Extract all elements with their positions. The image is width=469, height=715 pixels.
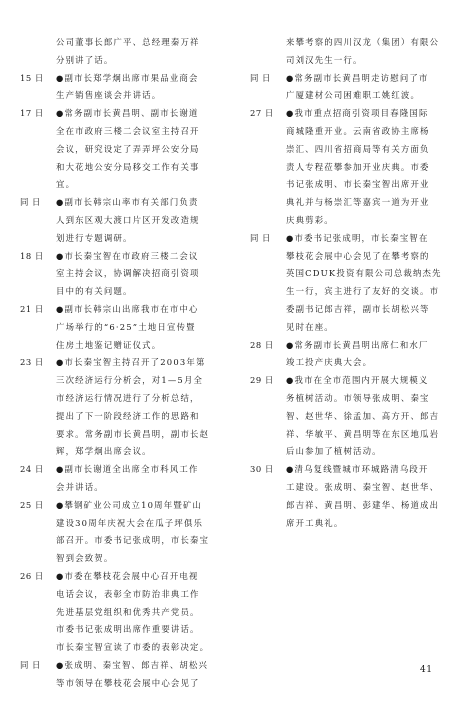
entry-text: ●副市长韩宗山出席我市在市中心 广场举行的“6·25”土地日宣传暨 住房土地鉴记赠证仪式。	[56, 303, 199, 350]
entry-text: ●副市长郑学炯出席市果品业商会 生产销售座谈会并讲话。	[56, 72, 199, 101]
entry-date: 27 日	[250, 108, 274, 119]
entry-date: 30 日	[250, 464, 274, 475]
chronicle-entry	[250, 372, 450, 461]
entry-date: 21 日	[20, 303, 44, 314]
entry-text: ●我市在全市范围内开展大规模义 务植树活动。市领导张成明、秦宝 智、赵世华、徐孟加、高方开、郎吉 祥、华敏平、黄昌明等在东区地瓜岩 后山参加了植树活动。	[286, 375, 440, 457]
entry-date: 18 日	[20, 250, 44, 261]
chronicle-entry	[250, 461, 450, 532]
chronicle-entry	[20, 70, 238, 106]
chronicle-entry	[250, 34, 450, 70]
page-number: 41	[420, 665, 433, 675]
entry-text: ●副市长谢道全出席全市科风工作 会并讲话。	[56, 464, 199, 492]
right-column	[250, 34, 450, 532]
entry-text: ●市委在攀枝花会展中心召开电视 电话会议，表彰全市防治非典工作 先进基层党组织和优秀共产党员。 市委书记张成明出席作重要讲话。 市长秦宝智宣读了市委的表彰决定。	[56, 570, 210, 653]
entry-date: 15 日	[20, 72, 44, 83]
entry-text: ●市委书记张成明，市长秦宝智在 攀枝花会展中心会见了在攀考察的 英国CDUK投资有限公司总裁纳杰先 生一行，宾主进行了友好的交谈。市 委副书记郎吉祥，副市长胡松兴等 见时在座。	[286, 232, 442, 332]
entry-date: 同 日	[20, 197, 41, 208]
entry-text: 来攀考察的四川汉龙（集团）有限公 司刘汉先生一行。	[286, 37, 440, 65]
chronicle-entry	[20, 301, 238, 354]
entry-date: 17 日	[20, 108, 44, 119]
left-column	[20, 34, 238, 692]
entry-date: 同 日	[250, 232, 271, 243]
chronicle-entry	[20, 194, 238, 247]
entry-text: ●我市重点招商引资项目春隆国际 商城隆重开业。云南省政协主席杨 崇汇、四川省招商局等有关方面负 责人专程莅攀参加开业庆典。市委 书记张成明、市长秦宝智出席开业 典礼并与杨崇汇等嘉宾一道为开业 庆典剪彩。	[286, 108, 430, 225]
entry-text: ●清乌复线暨城市环城路清乌段开 工建设。张成明、秦宝智、赵世华、 郎吉祥、黄昌明、彭建华、杨道成出 席开工典礼。	[286, 464, 440, 528]
entry-text: ●副市长韩宗山率市有关部门负责 人到东区观大渡口片区开发改造规 划进行专题调研。	[56, 197, 200, 243]
entry-date: 25 日	[20, 499, 44, 510]
entry-date: 28 日	[250, 339, 274, 350]
entry-date	[20, 34, 56, 70]
entry-date	[250, 34, 286, 70]
chronicle-entry	[250, 70, 450, 106]
chronicle-entry	[250, 337, 450, 373]
entry-date: 24 日	[20, 464, 44, 475]
entry-text: ●市长秦宝智主持召开了2003年第 三次经济运行分析会，对1—5月全 市经济运行情况进行了分析总结， 提出了下一阶段经济工作的思路和 要求。常务副市长黄昌明，副市长赵 辉，郑学炯出席会议。	[56, 357, 210, 457]
chronicle-entry	[20, 105, 238, 194]
chronicle-entry	[20, 34, 238, 70]
entry-date: 23 日	[20, 357, 44, 368]
chronicle-entry	[250, 105, 450, 230]
chronicle-entry	[20, 568, 238, 657]
entry-date: 29 日	[250, 375, 274, 386]
entry-text: 公司董事长郎广平、总经理秦万祥 分别讲了话。	[56, 37, 200, 65]
entry-text: ●张成明、秦宝智、郎吉祥、胡松兴 等市领导在攀枝花会展中心会见了	[56, 659, 209, 688]
entry-text: ●市长秦宝智在市政府三楼二会议 室主持会议，协调解决招商引资项 目中的有关问题。	[56, 250, 200, 297]
entry-text: ●常务副市长黄昌明走访慰问了市 广厦建材公司困难职工姚红波。	[286, 72, 429, 101]
entry-date: 同 日	[20, 659, 41, 670]
entry-text: ●常务副市长黄昌明、副市长谢道 全在市政府三楼二会议室主持召开 会议，研究设定了弄弄坪公安分局 和大花地公安分局移交工作有关事 宜。	[56, 108, 200, 190]
chronicle-entry	[20, 461, 238, 497]
entry-date: 同 日	[250, 72, 271, 83]
entry-text: ●常务副市长黄昌明出席仁和水厂 竣工投产庆典大会。	[286, 339, 429, 368]
chronicle-entry	[20, 657, 238, 693]
chronicle-entry	[20, 248, 238, 301]
entry-text: ●攀钢矿业公司成立10周年暨矿山 建设30周年庆祝大会在瓜子坪俱乐 部召开。市委书记张成明，市长秦宝 智到会致贺。	[56, 499, 210, 564]
chronicle-entry	[20, 354, 238, 461]
chronicle-entry	[20, 497, 238, 568]
entry-date: 26 日	[20, 570, 44, 581]
chronicle-entry	[250, 230, 450, 337]
